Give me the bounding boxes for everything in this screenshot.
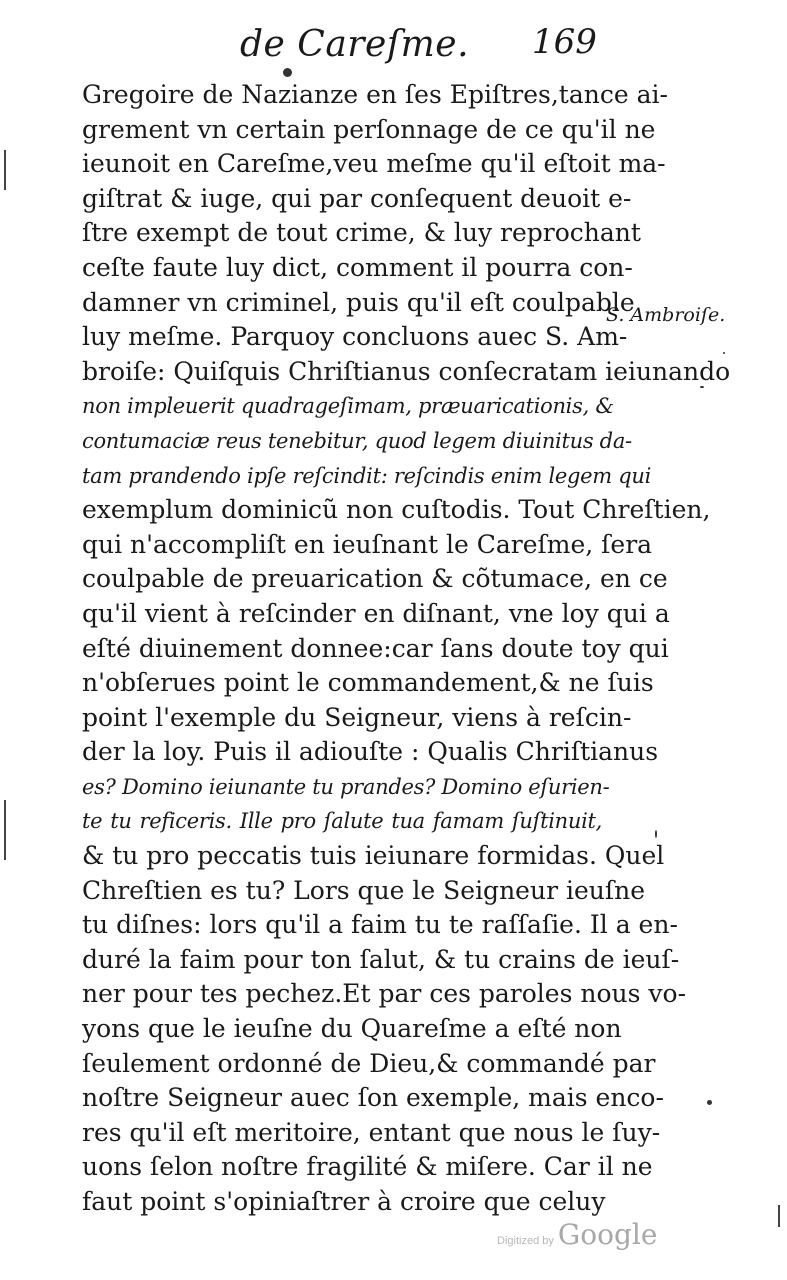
- text-line: coulpable de preuarication & cõtumace, en ce: [82, 564, 668, 594]
- text-line: qu'il vient à reſcinder en diſnant, vne loy qui a: [82, 598, 670, 628]
- running-title: de Careſme.: [240, 24, 470, 65]
- text-line: noſtre Seigneur auec ſon exemple, mais enco-: [82, 1083, 664, 1113]
- text-line: Chreſtien es tu? Lors que le Seigneur ieuſne: [82, 875, 646, 905]
- text-line: eſté diuinement donnee:car ſans doute toy qui: [82, 633, 669, 663]
- text-line: uons ſelon noſtre fragilité & miſere. Car il ne: [82, 1152, 653, 1182]
- page-edge-mark: [778, 1205, 780, 1227]
- text-line: ſeulement ordonné de Dieu,& commandé par: [82, 1048, 656, 1078]
- page-edge-mark: [4, 800, 6, 860]
- text-line: grement vn certain perſonnage de ce qu'il ne: [82, 114, 656, 144]
- digitized-watermark: [497, 1218, 657, 1251]
- text-line: & tu pro peccatis tuis ieiunare formidas. Quel: [82, 841, 665, 871]
- text-line: point l'exemple du Seigneur, viens à reſcin-: [82, 702, 632, 732]
- text-line: exemplum dominicũ non cuſtodis. Tout Chreſtien,: [82, 495, 711, 525]
- watermark-brand: Google: [557, 1218, 658, 1251]
- text-line: yons que le ieuſne du Quareſme a eſté non: [82, 1014, 622, 1044]
- text-line: duré la faim pour ton ſalut, & tu crains de ieuſ-: [82, 944, 680, 974]
- text-line: damner vn criminel, puis qu'il eſt coulpable: [82, 287, 635, 317]
- ink-speck: [723, 352, 725, 354]
- text-line: res qu'il eſt meritoire, entant que nous le ſuy-: [82, 1117, 661, 1147]
- text-line: tu diſnes: lors qu'il a faim tu te raſſaſie. Il a en-: [82, 910, 678, 940]
- page-number: 169: [532, 22, 597, 62]
- ink-speck: [283, 68, 292, 77]
- ink-speck: [655, 830, 657, 838]
- text-line: es? Domino ieiunante tu prandes? Domino eſurien-: [82, 774, 610, 799]
- watermark-prefix: Digitized by: [497, 1235, 554, 1247]
- text-line: ſtre exempt de tout crime, & luy reprochant: [82, 218, 641, 248]
- ink-speck: [707, 1100, 712, 1105]
- text-line: luy meſme. Parquoy concluons auec S. Am-: [82, 322, 628, 352]
- margin-note: S. Ambroiſe.: [606, 304, 726, 326]
- text-line: non impleuerit quadrageſimam, præuaricationis, &: [82, 394, 614, 419]
- text-line: te tu reficeris. Ille pro ſalute tua famam ſuſtinuit,: [82, 809, 602, 834]
- page-edge-mark: [4, 150, 6, 190]
- text-line: qui n'accompliſt en ieuſnant le Careſme, ſera: [82, 529, 653, 559]
- text-line: der la loy. Puis il adiouſte : Qualis Chriſtianus: [82, 737, 659, 767]
- ink-speck: [700, 386, 704, 388]
- text-line: ieunoit en Careſme,veu meſme qu'il eſtoit ma-: [82, 149, 666, 179]
- text-line: Gregoire de Nazianze en ſes Epiſtres,tance ai-: [82, 80, 668, 109]
- text-line: giſtrat & iuge, qui par conſequent deuoit e-: [82, 183, 632, 213]
- body-text: [82, 78, 731, 1220]
- text-line: n'obſerues point le commandement,& ne ſuis: [82, 668, 654, 698]
- text-line: faut point s'opiniaſtrer à croire que celuy: [82, 1187, 606, 1216]
- text-line: ceſte faute luy dict, comment il pourra con-: [82, 252, 633, 282]
- text-line: tam prandendo ipſe reſcindit: reſcindis enim legem qui: [82, 463, 652, 488]
- text-line: contumaciæ reus tenebitur, quod legem diuinitus da-: [82, 428, 632, 453]
- text-line: broiſe: Quiſquis Chriſtianus conſecratam ieiunando: [82, 356, 731, 386]
- text-line: ner pour tes pechez.Et par ces paroles nous vo-: [82, 979, 687, 1009]
